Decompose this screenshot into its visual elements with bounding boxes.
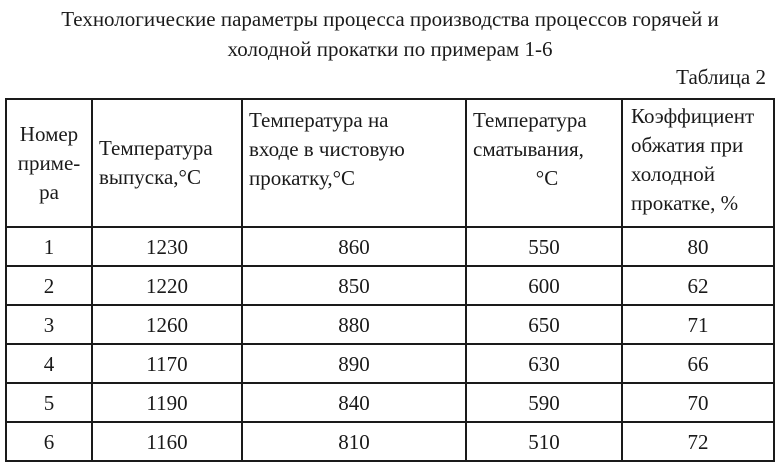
cell-example-number: 5 xyxy=(6,383,92,422)
header-line: Номер xyxy=(19,121,79,146)
cell-cold-reduction-coefficient: 80 xyxy=(622,227,774,266)
cell-cold-reduction-coefficient: 72 xyxy=(622,422,774,461)
header-finishing-entry-temperature xyxy=(242,99,466,227)
cell-release-temperature: 1220 xyxy=(92,266,242,305)
cell-finishing-entry-temperature: 860 xyxy=(242,227,466,266)
title-line-2: холодной прокатки по примерам 1-6 xyxy=(227,37,553,61)
cell-release-temperature: 1190 xyxy=(92,383,242,422)
cell-example-number: 2 xyxy=(6,266,92,305)
cell-example-number: 3 xyxy=(6,305,92,344)
header-line: °С xyxy=(535,166,559,190)
table-header-row xyxy=(6,99,774,227)
header-cold-reduction-coefficient xyxy=(622,99,774,227)
cell-cold-reduction-coefficient: 70 xyxy=(622,383,774,422)
cell-finishing-entry-temperature: 840 xyxy=(242,383,466,422)
cell-example-number: 1 xyxy=(6,227,92,266)
header-line: прокатку,°С xyxy=(249,166,356,190)
header-line: ра xyxy=(39,179,59,204)
cell-coiling-temperature: 600 xyxy=(466,266,622,305)
header-line: Температура xyxy=(99,136,213,160)
header-line: входе в чистовую xyxy=(249,137,405,161)
cell-coiling-temperature: 590 xyxy=(466,383,622,422)
cell-finishing-entry-temperature: 810 xyxy=(242,422,466,461)
table-row xyxy=(6,305,774,344)
cell-cold-reduction-coefficient: 62 xyxy=(622,266,774,305)
table-row xyxy=(6,266,774,305)
table-label: Таблица 2 xyxy=(676,65,766,89)
cell-coiling-temperature: 650 xyxy=(466,305,622,344)
parameters-table xyxy=(5,98,775,462)
header-line: Температура xyxy=(473,108,587,132)
cell-release-temperature: 1160 xyxy=(92,422,242,461)
table-row xyxy=(6,227,774,266)
cell-finishing-entry-temperature: 850 xyxy=(242,266,466,305)
cell-release-temperature: 1260 xyxy=(92,305,242,344)
document-title xyxy=(0,4,780,64)
title-line-1: Технологические параметры процесса производства процессов горячей и xyxy=(61,7,719,31)
cell-cold-reduction-coefficient: 66 xyxy=(622,344,774,383)
table-row xyxy=(6,383,774,422)
header-line: холодной xyxy=(631,162,715,186)
header-line: приме- xyxy=(17,150,81,175)
cell-coiling-temperature: 630 xyxy=(466,344,622,383)
header-release-temperature xyxy=(92,99,242,227)
cell-cold-reduction-coefficient: 71 xyxy=(622,305,774,344)
header-coiling-temperature xyxy=(466,99,622,227)
cell-example-number: 6 xyxy=(6,422,92,461)
cell-finishing-entry-temperature: 890 xyxy=(242,344,466,383)
header-line: выпуска,°С xyxy=(99,165,201,189)
cell-release-temperature: 1170 xyxy=(92,344,242,383)
cell-coiling-temperature: 510 xyxy=(466,422,622,461)
header-line: сматывания, xyxy=(473,137,584,161)
header-line: обжатия при xyxy=(631,133,744,157)
cell-example-number: 4 xyxy=(6,344,92,383)
table-row xyxy=(6,344,774,383)
cell-finishing-entry-temperature: 880 xyxy=(242,305,466,344)
header-line: Коэффициент xyxy=(631,104,755,128)
cell-coiling-temperature: 550 xyxy=(466,227,622,266)
header-example-number xyxy=(6,99,92,227)
header-line: прокатке, % xyxy=(631,191,739,215)
table-row xyxy=(6,422,774,461)
header-line: Температура на xyxy=(249,108,389,132)
cell-release-temperature: 1230 xyxy=(92,227,242,266)
